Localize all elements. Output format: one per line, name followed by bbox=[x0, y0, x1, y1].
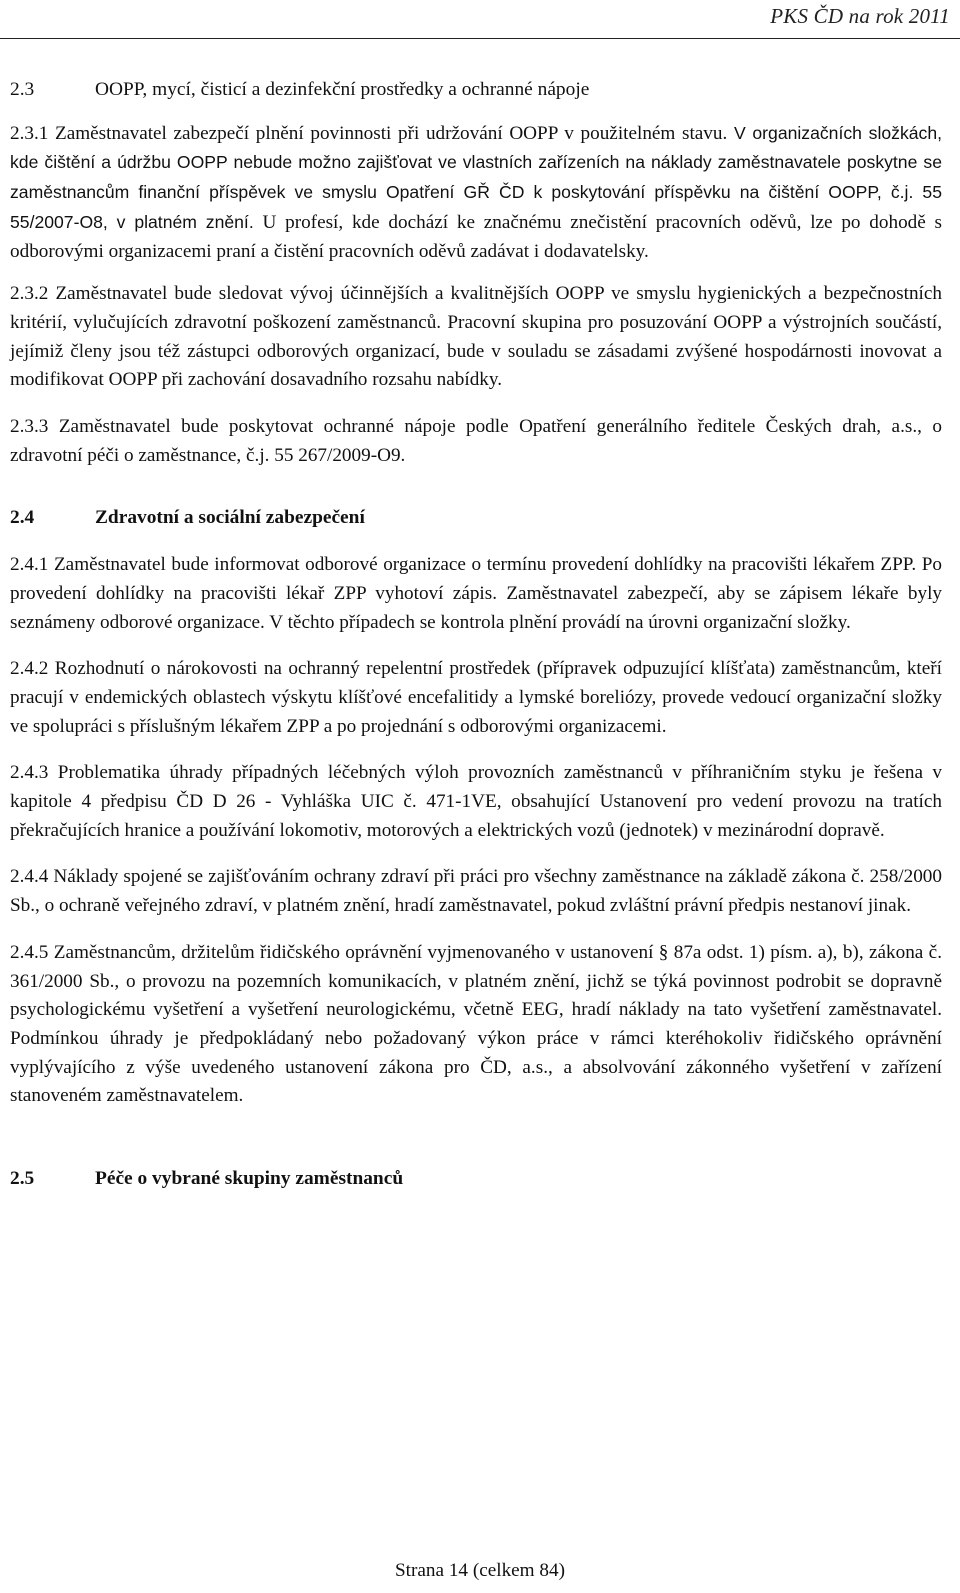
paragraph-text: U profesí, kde dochází ke značnému znečistění pracovních oděvů, lze po dohodě s odborovými organizacemi praní a čistění pracovních oděvů zadávat i dodavatelsky. bbox=[10, 211, 943, 262]
paragraph-2-4-3: 2.4.3 Problematika úhrady případných léčebných výloh provozních zaměstnanců v příhraničním styku je řešena v kapitole 4 předpisu ČD D 26 - Vyhláška UIC č. 471-1VE, obsahující Ustanovení pro vedení provozu na tratích překračujících hranice a používání lokomotiv, motorových a elektrických vozů (jednotek) v mezinárodní dopravě. bbox=[10, 762, 942, 841]
paragraph-2-4-2: 2.4.2 Rozhodnutí o nárokovosti na ochranný repelentní prostředek (přípravek odpuzující klíšťata) zaměstnancům, kteří pracují v endemických oblastech výskytu klíšťové encefalitidy a lymské boreliózy, provede vedoucí organizační složky ve spolupráci s příslušným lékařem ZPP a po projednání s odborovými organizacemi. bbox=[10, 658, 942, 737]
section-heading-2-3 bbox=[10, 76, 942, 105]
paragraph-2-3-3: 2.3.3 Zaměstnavatel bude poskytovat ochranné nápoje podle Opatření generálního ředitele Českých drah, a.s., o zdravotní péči o zaměstnance, č.j. 55 267/2009-O9. bbox=[10, 416, 942, 466]
paragraph-text: 2.3.1 Zaměstnavatel zabezpečí plnění povinnosti při udržování OOPP v použitelném stavu. bbox=[10, 122, 728, 144]
page-header bbox=[0, 0, 960, 40]
section-number: 2.5 bbox=[10, 1168, 35, 1190]
section-number: 2.3 bbox=[10, 79, 35, 100]
section-heading-2-5 bbox=[10, 1165, 942, 1194]
section-title: Zdravotní a sociální zabezpečení bbox=[95, 507, 365, 529]
header-rule bbox=[0, 38, 960, 39]
paragraph-2-4-4: 2.4.4 Náklady spojené se zajišťováním ochrany zdraví při práci pro všechny zaměstnance na základě zákona č. 258/2000 Sb., o ochraně veřejného zdraví, v platném znění, hradí zaměstnavatel, pokud zvláštní právní předpis nestanoví jinak. bbox=[10, 866, 942, 917]
section-title: Péče o vybrané skupiny zaměstnanců bbox=[95, 1168, 404, 1190]
document-body bbox=[10, 76, 942, 1194]
paragraph-text: V organizačních složkách, kde čištění a údržbu OOPP nebude možno zajišťovat ve vlastních zařízeních na náklady zaměstnavatele poskytne se zaměstnancům finanční příspěvek ve smyslu Opatření GŘ ČD k poskytování příspěvku na čištění OOPP, č.j. 55 55/2007-O8, v platném znění. bbox=[10, 122, 943, 232]
paragraph-2-4-5: 2.4.5 Zaměstnancům, držitelům řidičského oprávnění vyjmenovaného v ustanovení § 87a odst. 1) písm. a), b), zákona č. 361/2000 Sb., o provozu na pozemních komunikacích, v platném znění, jichž se týká povinnost podrobit se dopravně psychologickému vyšetření a vyšetření neurologickému, včetně EEG, hradí náklady na tato vyšetření zaměstnavatel. Podmínkou úhrady je předpokládaný nebo požadovaný výkon práce v rámci kteréhokoliv řidičského oprávnění vyplývajícího z výše uvedeného ustanovení zákona pro ČD, a.s., a absolvování zákonného vyšetření v zařízení stanoveném zaměstnavatelem. bbox=[10, 941, 942, 1107]
page-footer: Strana 14 (celkem 84) bbox=[395, 1560, 565, 1581]
section-title: OOPP, mycí, čisticí a dezinfekční prostředky a ochranné nápoje bbox=[95, 79, 590, 100]
section-heading-2-4 bbox=[10, 504, 942, 533]
paragraph-2-3-2: 2.3.2 Zaměstnavatel bude sledovat vývoj účinnějších a kvalitnějších OOPP ve smyslu hygienických a bezpečnostních kritérií, vylučujících zdravotní poškození zaměstnanců. Pracovní skupina pro posuzování OOPP a výstrojních součástí, jejímiž členy jsou též zástupci odborových organizací, bude v souladu se zásadami zvýšené hospodárnosti inovovat a modifikovat OOPP při zachování dosavadního rozsahu nabídky. bbox=[10, 283, 942, 391]
paragraph-2-4-1: 2.4.1 Zaměstnavatel bude informovat odborové organizace o termínu provedení dohlídky na pracovišti lékařem ZPP. Po provedení dohlídky na pracovišti lékař ZPP vyhotoví zápis. Zaměstnavatel zabezpečí, aby se zápisem lékaře byly seznámeny odborové organizace. V těchto případech se kontrola plnění provádí na úrovni organizační složky. bbox=[10, 554, 942, 633]
section-number: 2.4 bbox=[10, 507, 35, 529]
header-title: PKS ČD na rok 2011 bbox=[770, 4, 950, 28]
paragraph-2-3-1 bbox=[10, 119, 942, 267]
